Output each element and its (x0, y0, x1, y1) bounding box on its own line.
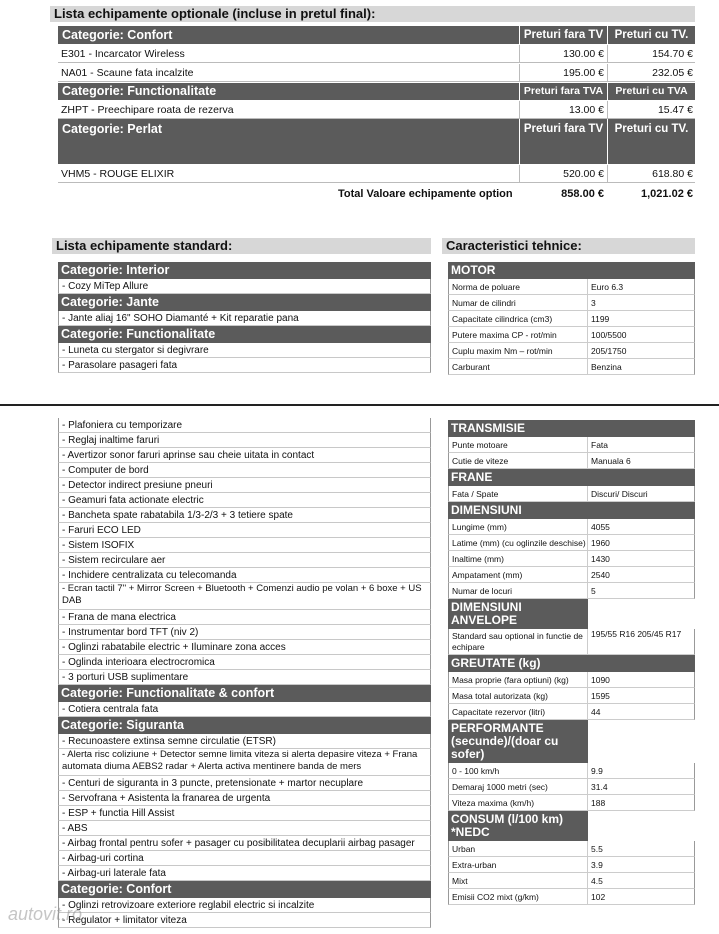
tech-row: Carburant Benzina (448, 359, 695, 375)
opt-item-price-vat: 618.80 € (652, 168, 693, 180)
std-item: - Airbag frontal pentru sofer + pasager cu posibilitatea decuplarii airbag pasager (58, 836, 431, 851)
tech-row: Norma de poluare Euro 6.3 (448, 279, 695, 295)
opt-cat-header (58, 83, 695, 100)
opt-item-price-vat: 15.47 € (657, 104, 693, 116)
std-item: - Luneta cu stergator si degivrare (58, 343, 431, 358)
std-item: - Jante aliaj 16" SOHO Diamanté + Kit reparatie pana (58, 311, 431, 326)
tech-row: Inaltime (mm) 1430 (448, 551, 695, 567)
tech-section-header: PERFORMANTE (secunde)/(doar cu sofer) (448, 720, 588, 763)
col-header-with-vat: Preturi cu TVA (607, 83, 695, 100)
tech-section-header: TRANSMISIE (448, 420, 695, 437)
opt-cat-label: Categorie: Perlat (62, 122, 163, 136)
tech-row: Cutie de viteze Manuala 6 (448, 453, 695, 469)
std-cat-header: Categorie: Jante (58, 294, 431, 311)
tech-motor-table (448, 262, 695, 375)
page-break-divider (0, 404, 719, 406)
std-item: - ABS (58, 821, 431, 836)
std-cat-header: Categorie: Functionalitate (58, 326, 431, 343)
optional-title: Lista echipamente optionale (incluse in pretul final): (50, 6, 695, 22)
std-item: - Cozy MiTep Allure (58, 279, 431, 294)
tech-row: Masa total autorizata (kg) 1595 (448, 688, 695, 704)
tech-row: Standard sau optional in functie de echipare 195/55 R16 205/45 R17 (448, 629, 695, 655)
opt-item-row (58, 45, 695, 63)
std-item: - Bancheta spate rabatabila 1/3-2/3 + 3 tetiere spate (58, 508, 431, 523)
tech-row: Urban 5.5 (448, 841, 695, 857)
std-item: - Servofrana + Asistenta la franarea de urgenta (58, 791, 431, 806)
tech-row: Extra-urban 3.9 (448, 857, 695, 873)
tech-row: Ampatament (mm) 2540 (448, 567, 695, 583)
std-item: - Parasolare pasageri fata (58, 358, 431, 373)
std-item: - Frana de mana electrica (58, 610, 431, 625)
opt-item-name: E301 - Incarcator Wireless (61, 48, 185, 60)
tech-section-header: FRANE (448, 469, 695, 486)
std-item: - Oglinda interioara electrocromica (58, 655, 431, 670)
opt-item-row (58, 64, 695, 82)
watermark-logo: autovit.ro (8, 904, 83, 924)
col-header-with-vat: Preturi cu TV. (607, 119, 695, 164)
tech-section-header: CONSUM (l/100 km) *NEDC (448, 811, 588, 841)
opt-item-price: 520.00 € (563, 168, 604, 180)
std-item: - Cotiera centrala fata (58, 702, 431, 717)
standard-list-continued (58, 418, 431, 928)
tech-table-continued (448, 420, 695, 905)
opt-item-price-vat: 154.70 € (652, 48, 693, 60)
opt-cat-header (58, 26, 695, 44)
opt-item-row (58, 165, 695, 183)
tech-row: Putere maxima CP - rot/min 100/5500 (448, 327, 695, 343)
tech-section-header: MOTOR (448, 262, 695, 279)
col-header-with-vat: Preturi cu TV. (607, 26, 695, 44)
std-item: - Centuri de siguranta in 3 puncte, pretensionate + martor necuplare (58, 776, 431, 791)
std-item: - Instrumentar bord TFT (niv 2) (58, 625, 431, 640)
std-item: - Oglinzi retrovizoare exteriore reglabil electric si incalzite (58, 898, 431, 913)
tech-section-header: GREUTATE (kg) (448, 655, 695, 672)
std-item: - Faruri ECO LED (58, 523, 431, 538)
col-header-no-vat: Preturi fara TV (519, 26, 607, 44)
std-item: - Avertizor sonor faruri aprinse sau cheie uitata in contact (58, 448, 431, 463)
opt-item-name: VHM5 - ROUGE ELIXIR (61, 168, 175, 180)
std-item: - Airbag-uri laterale fata (58, 866, 431, 881)
std-item: - Oglinzi rabatabile electric + Iluminare zona acces (58, 640, 431, 655)
opt-cat-label: Categorie: Confort (62, 28, 173, 42)
tech-row: Emisii CO2 mixt (g/km) 102 (448, 889, 695, 905)
tech-row: Numar de locuri 5 (448, 583, 695, 599)
std-item: - Regulator + limitator viteza (58, 913, 431, 928)
std-item: - Plafoniera cu temporizare (58, 418, 431, 433)
tech-row: Masa proprie (fara optiuni) (kg) 1090 (448, 672, 695, 688)
tech-row: Demaraj 1000 metri (sec) 31.4 (448, 779, 695, 795)
std-cat-header: Categorie: Interior (58, 262, 431, 279)
tech-row: Viteza maxima (km/h) 188 (448, 795, 695, 811)
tech-section-header: DIMENSIUNI ANVELOPE (448, 599, 588, 629)
tech-title: Caracteristici tehnice: (442, 238, 695, 254)
total-label: Total Valoare echipamente option (338, 188, 513, 200)
std-item: - Recunoastere extinsa semne circulatie (ETSR) (58, 734, 431, 749)
tech-row: Latime (mm) (cu oglinzile deschise) 1960 (448, 535, 695, 551)
opt-item-row (58, 101, 695, 119)
opt-item-price: 195.00 € (563, 67, 604, 79)
tech-row: Capacitate cilindrica (cm3) 1199 (448, 311, 695, 327)
total-price-vat: 1,021.02 € (641, 188, 693, 200)
std-item: - 3 porturi USB suplimentare (58, 670, 431, 685)
opt-item-name: NA01 - Scaune fata incalzite (61, 67, 194, 79)
std-cat-header: Categorie: Siguranta (58, 717, 431, 734)
opt-item-price: 130.00 € (563, 48, 604, 60)
tech-row: Cuplu maxim Nm – rot/min 205/1750 (448, 343, 695, 359)
tech-row: 0 - 100 km/h 9.9 (448, 763, 695, 779)
std-item: - Inchidere centralizata cu telecomanda (58, 568, 431, 583)
total-price: 858.00 € (561, 188, 604, 200)
standard-title: Lista echipamente standard: (52, 238, 431, 254)
opt-item-price: 13.00 € (568, 104, 604, 116)
std-item: - Sistem ISOFIX (58, 538, 431, 553)
tech-row: Punte motoare Fata (448, 437, 695, 453)
col-header-no-vat: Preturi fara TV (519, 119, 607, 164)
tech-row: Lungime (mm) 4055 (448, 519, 695, 535)
std-item: - Ecran tactil 7" + Mirror Screen + Bluetooth + Comenzi audio pe volan + 6 boxe + US DAB (58, 583, 431, 610)
opt-cat-header (58, 119, 695, 164)
std-item: - Computer de bord (58, 463, 431, 478)
std-item: - Geamuri fata actionate electric (58, 493, 431, 508)
standard-list-top (58, 262, 431, 373)
optional-total-row (58, 185, 695, 203)
col-header-no-vat: Preturi fara TVA (519, 83, 607, 100)
std-item: - Sistem recirculare aer (58, 553, 431, 568)
std-item: - Airbag-uri cortina (58, 851, 431, 866)
tech-row: Numar de cilindri 3 (448, 295, 695, 311)
opt-item-name: ZHPT - Preechipare roata de rezerva (61, 104, 234, 116)
tech-section-header: DIMENSIUNI (448, 502, 695, 519)
tech-row: Capacitate rezervor (litri) 44 (448, 704, 695, 720)
std-cat-header: Categorie: Functionalitate & confort (58, 685, 431, 702)
opt-cat-label: Categorie: Functionalitate (62, 84, 217, 98)
tech-row: Mixt 4.5 (448, 873, 695, 889)
std-item: - Alerta risc coliziune + Detector semne limita viteza si alerta depasire viteza + Frana automata diuma AEBS2 radar + Alerta activa mentinere banda de mers (58, 749, 431, 776)
tech-row: Fata / Spate Discuri/ Discuri (448, 486, 695, 502)
opt-item-price-vat: 232.05 € (652, 67, 693, 79)
std-cat-header: Categorie: Confort (58, 881, 431, 898)
std-item: - Detector indirect presiune pneuri (58, 478, 431, 493)
std-item: - Reglaj inaltime faruri (58, 433, 431, 448)
std-item: - ESP + functia Hill Assist (58, 806, 431, 821)
